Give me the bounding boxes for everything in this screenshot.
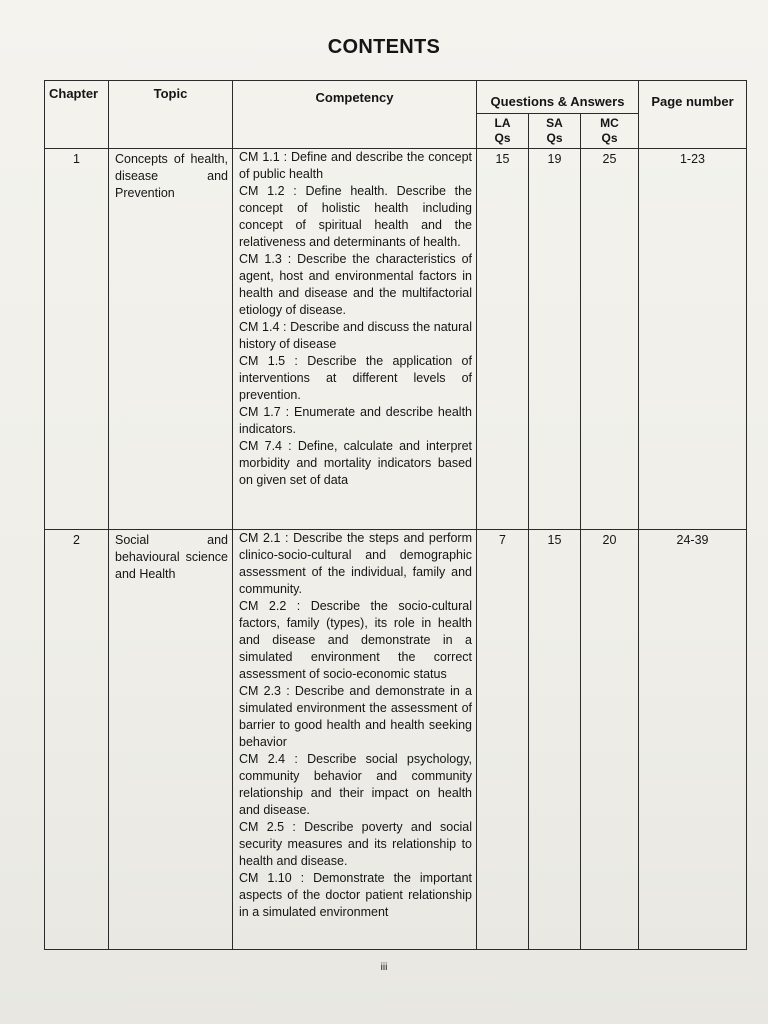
page-number-header: Page number (639, 81, 747, 149)
mc-qs-header (581, 114, 639, 149)
competency-item: CM 1.10 : Demonstrate the important aspects of the doctor patient relationship in a simulated environment (239, 871, 472, 919)
la-count: 7 (477, 530, 529, 950)
competency-item: CM 1.2 : Define health. Describe the concept of holistic health including concept of spiritual health and the relativeness and determinants of health. (239, 184, 472, 249)
table-row (45, 530, 747, 950)
competency-item: CM 2.4 : Describe social psychology, community behavior and community relationship and their impact on health and disease. (239, 752, 472, 817)
sa-count: 15 (529, 530, 581, 950)
competency-item: CM 2.1 : Describe the steps and perform clinico-socio-cultural and demographic assessment of the individual, family and community. (239, 531, 472, 596)
competency-item: CM 1.7 : Enumerate and describe health indicators. (239, 405, 472, 436)
competency-item: CM 1.3 : Describe the characteristics of agent, host and environmental factors in health and disease and the multifactorial etiology of disease. (239, 252, 472, 317)
la-count: 15 (477, 149, 529, 530)
page-number-footer: iii (380, 962, 388, 973)
competency-item: CM 7.4 : Define, calculate and interpret morbidity and mortality indicators based on given set of data (239, 439, 472, 487)
competency-item: CM 1.4 : Describe and discuss the natural history of disease (239, 320, 472, 351)
mc-count: 25 (581, 149, 639, 530)
mc-qs-label: Qs (601, 131, 618, 145)
chapter-number: 1 (45, 149, 109, 530)
la-label: LA (494, 116, 511, 130)
chapter-header: Chapter (45, 81, 109, 149)
page-title: CONTENTS (327, 36, 441, 58)
competency-item: CM 2.3 : Describe and demonstrate in a simulated environment the assessment of barrier to good health and health seeking behavior (239, 684, 472, 749)
page-range: 1-23 (639, 149, 747, 530)
page-range: 24-39 (639, 530, 747, 950)
competency-item: CM 1.1 : Define and describe the concept of public health (239, 150, 472, 181)
sa-count: 19 (529, 149, 581, 530)
table-row (45, 149, 747, 530)
competency-cell (233, 530, 477, 950)
competency-item: CM 1.5 : Describe the application of interventions at different levels of prevention. (239, 354, 472, 402)
competency-item: CM 2.5 : Describe poverty and social security measures and its relationship to health and disease. (239, 820, 472, 868)
competency-item: CM 2.2 : Describe the socio-cultural factors, family (types), its role in health and disease and demonstrate in a simulated environment the correct assessment of socio-economic status (239, 599, 472, 681)
topic-cell: Concepts of health, disease and Prevention (109, 149, 233, 530)
competency-header: Competency (233, 81, 477, 149)
contents-table (44, 80, 747, 950)
sa-qs-label: Qs (546, 131, 563, 145)
sa-label: SA (546, 116, 563, 130)
topic-header: Topic (109, 81, 233, 149)
mc-label: MC (600, 116, 619, 130)
topic-cell: Social and behavioural science and Health (109, 530, 233, 950)
qa-header: Questions & Answers (477, 81, 639, 114)
header-row (45, 81, 747, 114)
chapter-number: 2 (45, 530, 109, 950)
competency-cell (233, 149, 477, 530)
sa-qs-header (529, 114, 581, 149)
la-qs-label: Qs (494, 131, 511, 145)
mc-count: 20 (581, 530, 639, 950)
la-qs-header (477, 114, 529, 149)
